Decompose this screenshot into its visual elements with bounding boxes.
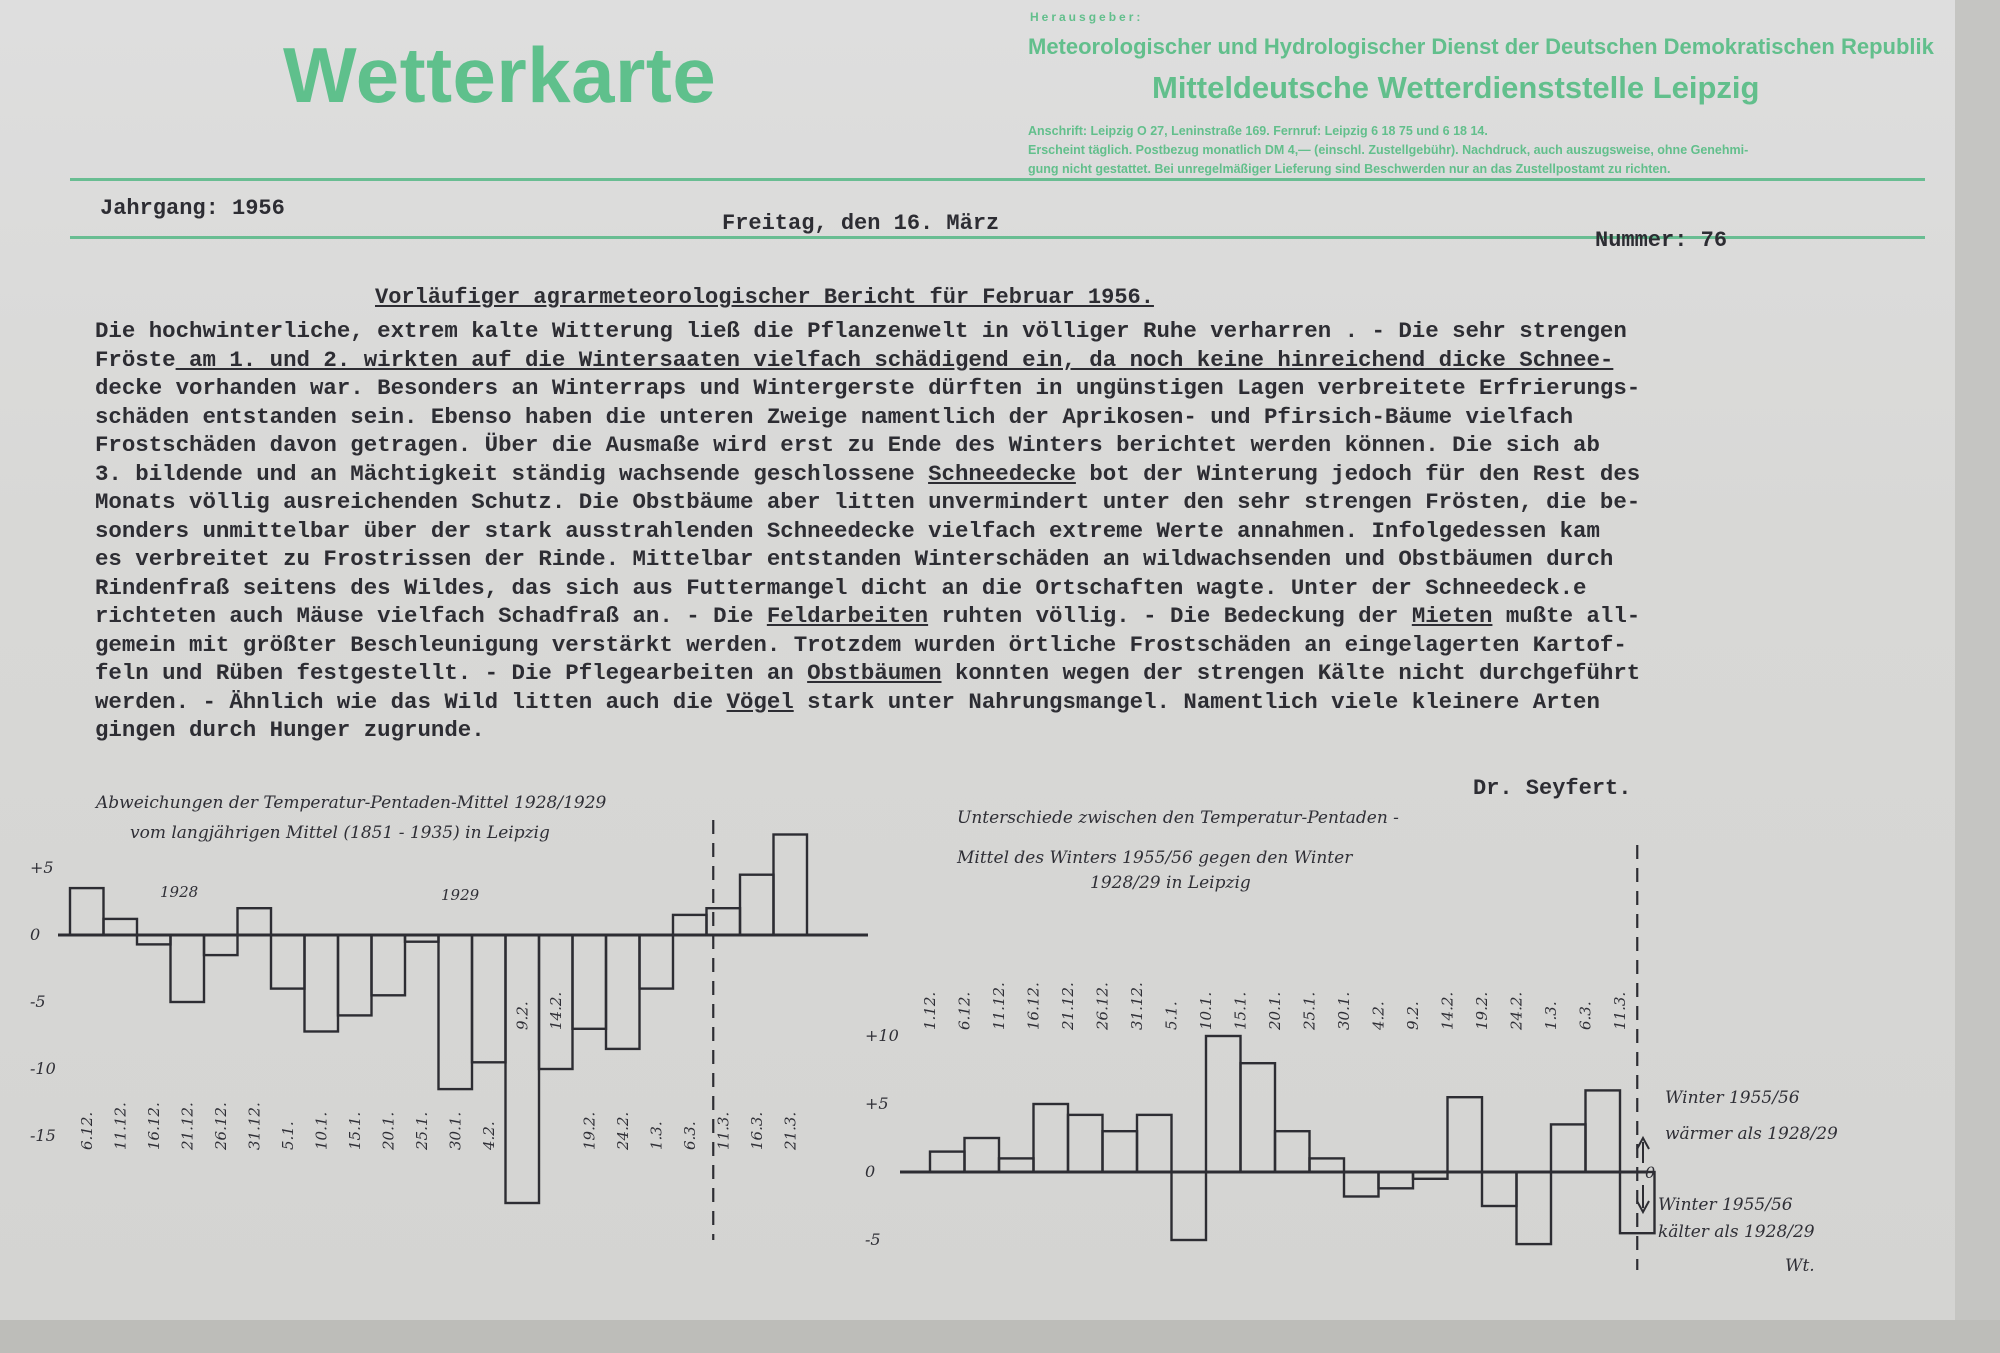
chart1-x-tick-label: 16.12. — [144, 1102, 163, 1150]
chart1-y-tick-label: +5 — [30, 858, 54, 877]
legend-warmer: Winter 1955/56 — [1665, 1088, 1800, 1108]
report-text: ruhten völlig. - Die Bedeckung der — [928, 603, 1412, 629]
chart1-x-tick-label: 16.3. — [747, 1111, 766, 1150]
chart2-bar-colder — [1517, 1172, 1552, 1244]
chart1-x-tick-label: 26.12. — [211, 1102, 230, 1150]
chart2-bar-colder — [1344, 1172, 1379, 1196]
chart1-bar — [372, 935, 406, 995]
chart2-bar-warmer — [1068, 1115, 1103, 1172]
chart1-series-label: 1928 — [160, 883, 199, 901]
chart1-x-tick-label: 10.1. — [312, 1111, 331, 1150]
publisher-label: Herausgeber: — [1030, 10, 1144, 24]
chart1-x-tick-label: 6.12. — [77, 1111, 96, 1150]
chart1-x-tick-label: 1.3. — [647, 1121, 666, 1150]
chart1-bar — [171, 935, 205, 1002]
chart2-x-tick-label: 11.12. — [990, 982, 1008, 1030]
chart2-bar-warmer — [1034, 1104, 1069, 1172]
chart2-x-tick-label: 6.12. — [955, 991, 974, 1030]
issue-number: Nummer: 76 — [1595, 228, 1728, 253]
chart2-zero-label: 0 — [1645, 1163, 1656, 1182]
chart2-title: Unterschiede zwischen den Temperatur-Pentaden - — [957, 808, 1399, 828]
chart2-x-tick-label: 26.12. — [1093, 982, 1112, 1030]
chart1-x-tick-label: 9.2. — [513, 1001, 532, 1030]
chart2-y-tick-label: -5 — [865, 1230, 881, 1249]
legend-colder: Winter 1955/56 — [1658, 1195, 1793, 1215]
publication-info: Erscheint täglich. Postbezug monatlich DM 4,— (einschl. Zustellgebühr). Nachdruck, auch auszugsweise, ohne Genehmi- — [1028, 143, 1749, 157]
chart2-bar-warmer — [1448, 1097, 1483, 1172]
chart1-x-tick-label: 25.1. — [412, 1111, 431, 1150]
chart1-x-tick-label: 31.12. — [245, 1102, 264, 1150]
chart2-bar-colder — [1379, 1172, 1414, 1188]
chart1-y-tick-label: -10 — [30, 1059, 56, 1078]
chart1-x-tick-label: 24.2. — [613, 1111, 632, 1150]
chart1-x-tick-label: 5.1. — [278, 1121, 297, 1150]
chart1-bar — [573, 935, 607, 1029]
chart1-bar — [673, 915, 707, 935]
chart2-y-tick-label: 0 — [865, 1162, 876, 1181]
chart2-bar-warmer — [1206, 1036, 1241, 1172]
chart1-subtitle: vom langjährigen Mittel (1851 - 1935) in Leipzig — [130, 823, 550, 843]
chart1-x-tick-label: 30.1. — [446, 1111, 465, 1150]
chart2-title: 1928/29 in Leipzig — [1090, 873, 1251, 893]
report-text: decke vorhanden war. Besonders an Winterraps und Wintergerste dürften in ungünstigen Lagen verbreitete Erfrierungs- — [95, 375, 1641, 401]
legend-colder: kälter als 1928/29 — [1658, 1222, 1815, 1242]
report-text: 3. bildende und an Mächtigkeit ständig wachsende geschlossene — [95, 460, 929, 487]
chart1-bar — [338, 935, 372, 1015]
chart2-y-tick-label: +10 — [865, 1026, 899, 1045]
highlighted-term: Vögel — [726, 688, 794, 715]
chart1-bar — [104, 919, 138, 935]
highlighted-term: Mieten — [1411, 603, 1493, 629]
chart2-bar-warmer — [1586, 1090, 1621, 1172]
chart1-plot — [30, 820, 868, 1240]
highlighted-term: am 1. und 2. wirkten auf die Wintersaaten vielfach schädigend ein, da noch keine hinreichend dicke Schnee- — [175, 346, 1614, 373]
issue-year: Jahrgang: 1956 — [100, 196, 285, 221]
report-text: richteten auch Mäuse vielfach Schadfraß an. - Die — [95, 603, 767, 629]
chart2-x-tick-label: 5.1. — [1162, 1001, 1181, 1030]
chart2-bar-warmer — [965, 1138, 1000, 1172]
chart2-x-tick-label: 19.2. — [1473, 991, 1491, 1030]
report-text: konnten wegen der strengen Kälte nicht durchgeführt — [941, 660, 1641, 686]
chart2-x-tick-label: 10.1. — [1197, 991, 1215, 1030]
chart2-x-tick-label: 15.1. — [1231, 991, 1250, 1030]
chart2-y-tick-label: +5 — [865, 1094, 889, 1113]
chart1-y-tick-label: -15 — [30, 1126, 56, 1145]
chart1-x-tick-label: 20.1. — [379, 1111, 398, 1150]
chart2-x-tick-label: 24.2. — [1507, 991, 1526, 1030]
chart1-bar — [238, 908, 272, 935]
chart2-x-tick-label: 30.1. — [1335, 991, 1353, 1030]
chart2-bar-colder — [1413, 1172, 1448, 1179]
publication-info: gung nicht gestattet. Bei unregelmäßiger Lieferung sind Beschwerden nur an das Zustellpostamt zu richten. — [1028, 162, 1671, 176]
chart1-y-tick-label: -5 — [30, 992, 46, 1011]
chart2-bar-warmer — [1275, 1131, 1310, 1172]
report-text: mußte all- — [1492, 603, 1641, 629]
report-heading: Vorläufiger agrarmeteorologischer Bericht für Februar 1956. — [375, 285, 1154, 310]
chart2-title: Mittel des Winters 1955/56 gegen den Winter — [957, 848, 1353, 868]
highlighted-term: Schneedecke — [928, 460, 1076, 487]
report-text: sonders unmittelbar über der stark ausstrahlenden Schneedecke vielfach extreme Werte annahmen. Infolgedessen kam — [95, 517, 1600, 544]
chart1-bar — [271, 935, 305, 989]
report-text: gemein mit größter Beschleunigung verstärkt werden. Trotzdem wurden örtliche Frostschäden an eingelagerten Kartof- — [95, 631, 1627, 658]
chart1-bar — [204, 935, 238, 955]
chart2-x-tick-label: 9.2. — [1404, 1001, 1422, 1030]
chart1-x-tick-label: 19.2. — [580, 1111, 599, 1150]
report-text: Frostschäden davon getragen. Über die Ausmaße wird erst zu Ende des Winters berichtet werden können. Die sich ab — [95, 432, 1600, 458]
chart2-x-tick-label: 11.3. — [1611, 991, 1629, 1030]
report-text: Fröste — [95, 346, 176, 373]
chart2-bar-warmer — [1103, 1131, 1138, 1172]
chart1-x-tick-label: 14.2. — [546, 991, 565, 1030]
chart1-bar — [405, 935, 439, 942]
chart2-bar-warmer — [930, 1152, 965, 1172]
chart2-x-tick-label: 1.12. — [921, 991, 939, 1030]
publisher-name: Meteorologischer und Hydrologischer Dienst der Deutschen Demokratischen Republik — [1028, 34, 1934, 59]
author-initials: Wt. — [1785, 1256, 1815, 1276]
chart1-bar — [506, 935, 540, 1203]
report-text: stark unter Nahrungsmangel. Namentlich viele kleinere Arten — [793, 688, 1600, 715]
chart1-bar — [740, 875, 774, 935]
highlighted-term: Feldarbeiten — [766, 603, 929, 629]
chart1-x-tick-label: 21.12. — [178, 1102, 197, 1150]
highlighted-term: Obstbäumen — [807, 660, 942, 686]
chart1-bar — [305, 935, 339, 1031]
chart2-bar-colder — [1172, 1172, 1207, 1240]
chart1-bar — [439, 935, 473, 1089]
report-text: werden. - Ähnlich wie das Wild litten auch die — [95, 688, 727, 715]
chart2-x-tick-label: 6.3. — [1576, 1001, 1595, 1030]
report-text: feln und Rüben festgestellt. - Die Pflegearbeiten an — [95, 660, 808, 686]
report-text: schäden entstanden sein. Ebenso haben die unteren Zweige namentlich der Aprikosen- und Pfirsich-Bäume vielfach — [95, 403, 1574, 430]
chart1-bar — [472, 935, 506, 1062]
report-text: Monats völlig ausreichenden Schutz. Die Obstbäume aber litten unvermindert unter den sehr strengen Frösten, die be- — [95, 489, 1641, 515]
chart1-y-tick-label: 0 — [30, 925, 41, 944]
chart1-bar — [774, 835, 808, 936]
chart2-bar-warmer — [1241, 1063, 1276, 1172]
chart1-x-tick-label: 6.3. — [680, 1121, 699, 1150]
chart1-x-tick-label: 11.3. — [714, 1111, 733, 1150]
office-name: Mitteldeutsche Wetterdienststelle Leipzig — [1152, 70, 1760, 105]
legend-warmer: wärmer als 1928/29 — [1665, 1124, 1838, 1144]
chart2-x-tick-label: 20.1. — [1266, 991, 1284, 1030]
issue-date: Freitag, den 16. März — [722, 211, 1000, 236]
chart2-bar-colder — [1482, 1172, 1517, 1206]
chart2-x-tick-label: 25.1. — [1300, 991, 1319, 1030]
chart2-x-tick-label: 4.2. — [1369, 1001, 1388, 1030]
chart1-bar — [606, 935, 640, 1049]
chart2-x-tick-label: 14.2. — [1438, 991, 1457, 1030]
chart1-bar — [707, 908, 741, 935]
chart2-bar-warmer — [1310, 1158, 1345, 1172]
signature: Dr. Seyfert. — [1473, 776, 1632, 801]
report-text: Die hochwinterliche, extrem kalte Witterung ließ die Pflanzenwelt in völliger Ruhe verharren . - Die sehr strengen — [95, 318, 1627, 344]
report-text: gingen durch Hunger zugrunde. — [95, 717, 485, 743]
report-text: Rindenfraß seitens des Wildes, das sich aus Futtermangel dicht an die Ortschaften wagte. Unter der Schneedeck.e — [95, 574, 1587, 601]
report-text: bot der Winterung jedoch für den Rest des — [1075, 460, 1641, 487]
chart2-x-tick-label: 1.3. — [1542, 1001, 1560, 1030]
chart1-x-tick-label: 21.3. — [781, 1111, 800, 1150]
chart2-bar-warmer — [999, 1158, 1034, 1172]
chart2-x-tick-label: 21.12. — [1059, 982, 1077, 1030]
chart1-bar — [640, 935, 674, 989]
chart2-plot — [865, 845, 1655, 1270]
chart2-x-tick-label: 16.12. — [1024, 982, 1043, 1030]
masthead-title: Wetterkarte — [283, 31, 717, 119]
chart1-bar — [70, 888, 104, 935]
report-text: es verbreitet zu Frostrissen der Rinde. Mittelbar entstanden Winterschäden an wildwachsenden und Obstbäumen durch — [95, 546, 1614, 572]
chart1-x-tick-label: 15.1. — [345, 1111, 364, 1150]
chart2-x-tick-label: 31.12. — [1128, 982, 1146, 1030]
chart1-series-label: 1929 — [441, 886, 480, 904]
publisher-address: Anschrift: Leipzig O 27, Leninstraße 169. Fernruf: Leipzig 6 18 75 und 6 18 14. — [1028, 124, 1488, 138]
chart1-x-tick-label: 4.2. — [479, 1121, 498, 1150]
chart1-x-tick-label: 11.12. — [111, 1102, 130, 1150]
chart1-title: Abweichungen der Temperatur-Pentaden-Mittel 1928/1929 — [96, 793, 607, 813]
chart2-bar-warmer — [1137, 1115, 1172, 1172]
chart2-bar-warmer — [1551, 1124, 1586, 1172]
